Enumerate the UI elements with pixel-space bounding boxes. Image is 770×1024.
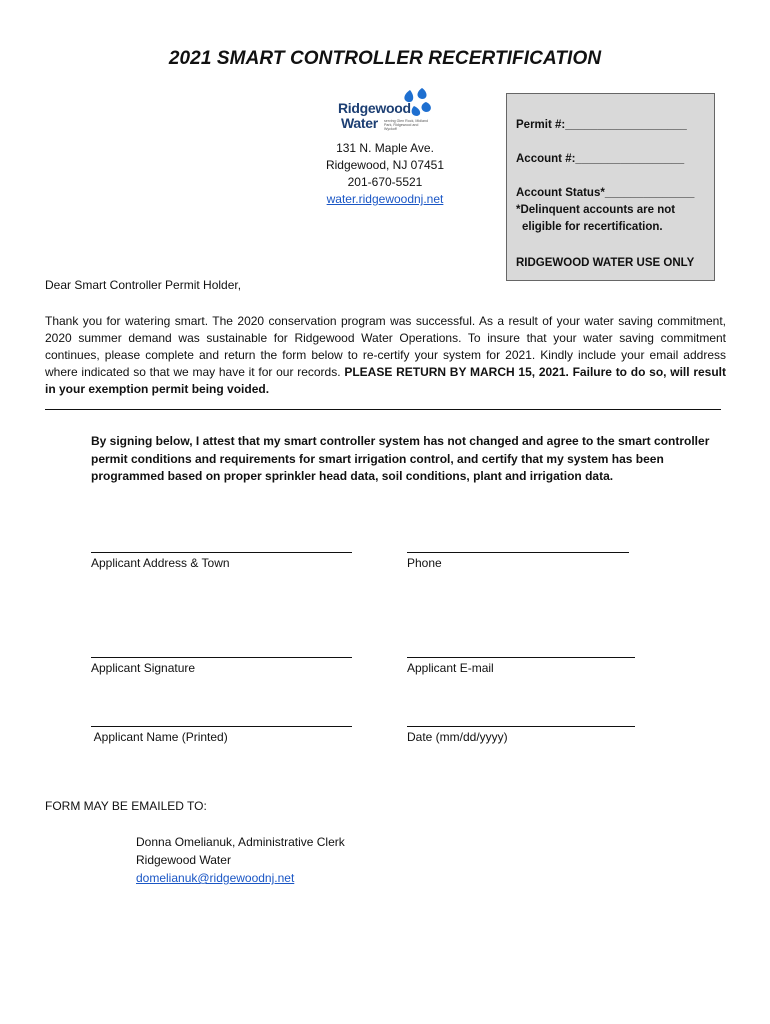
website-link[interactable]: water.ridgewoodnj.net bbox=[326, 192, 444, 206]
office-use-box bbox=[506, 93, 715, 281]
address-phone: 201-670-5521 bbox=[347, 175, 423, 189]
printed-name-label: Applicant Name (Printed) bbox=[91, 730, 228, 744]
address-town-line[interactable] bbox=[91, 552, 352, 553]
email-label: Applicant E-mail bbox=[407, 661, 494, 675]
address-block bbox=[285, 140, 485, 208]
body-text: Thank you for watering smart. The 2020 conservation program was successful. As a result of your water saving commitment, 2020 summer demand was sustainable for Ridgewood Water Operations. To insure that your water saving commitment continues, please complete and return the form below to re-certify your system for 2021. Kindly include your email address where indicated so that we may have it for our records. bbox=[45, 314, 726, 379]
account-number-field[interactable]: Account #:_________________ bbox=[516, 153, 685, 165]
address-town-label: Applicant Address & Town bbox=[91, 556, 230, 570]
contact-email-link[interactable]: domelianuk@ridgewoodnj.net bbox=[136, 871, 295, 885]
body-paragraph bbox=[45, 313, 726, 398]
date-line[interactable] bbox=[407, 726, 635, 727]
signature-line[interactable] bbox=[91, 657, 352, 658]
logo-tagline: serving Glen Rock, Midland Park, Ridgewood and Wyckoff bbox=[384, 119, 428, 131]
phone-line[interactable] bbox=[407, 552, 629, 553]
email-line[interactable] bbox=[407, 657, 635, 658]
phone-label: Phone bbox=[407, 556, 442, 570]
emailed-to-label: FORM MAY BE EMAILED TO: bbox=[45, 799, 207, 813]
logo-word-ridgewood: Ridgewood bbox=[338, 100, 411, 116]
delinquent-note-line2: eligible for recertification. bbox=[522, 221, 663, 233]
logo-word-water: Water bbox=[341, 115, 378, 131]
permit-number-field[interactable]: Permit #:___________________ bbox=[516, 119, 687, 131]
attestation-statement: By signing below, I attest that my smart controller system has not changed and agree to the smart controller permit conditions and requirements for smart irrigation control, and certify that my system has been programmed based on proper sprinkler head data, soil conditions, plant and irrigation data. bbox=[91, 434, 710, 483]
page-title: 2021 SMART CONTROLLER RECERTIFICATION bbox=[168, 48, 602, 69]
delinquent-note-line1: *Delinquent accounts are not bbox=[516, 204, 676, 216]
printed-name-line[interactable] bbox=[91, 726, 352, 727]
signature-label: Applicant Signature bbox=[91, 661, 196, 675]
contact-org: Ridgewood Water bbox=[136, 853, 231, 867]
account-status-field[interactable]: Account Status*______________ bbox=[516, 187, 695, 199]
greeting: Dear Smart Controller Permit Holder, bbox=[45, 278, 242, 292]
address-street: 131 N. Maple Ave. bbox=[336, 141, 434, 155]
ridgewood-water-logo bbox=[338, 86, 438, 136]
contact-block bbox=[136, 833, 345, 887]
address-city: Ridgewood, NJ 07451 bbox=[325, 158, 445, 172]
divider bbox=[45, 409, 721, 410]
use-only-label: RIDGEWOOD WATER USE ONLY bbox=[516, 257, 695, 269]
return-deadline-notice: PLEASE RETURN BY MARCH 15, 2021. Failure to do so, will result in your exemption permit being voided. bbox=[45, 365, 726, 396]
date-label: Date (mm/dd/yyyy) bbox=[407, 730, 508, 744]
contact-name: Donna Omelianuk, Administrative Clerk bbox=[136, 835, 345, 849]
